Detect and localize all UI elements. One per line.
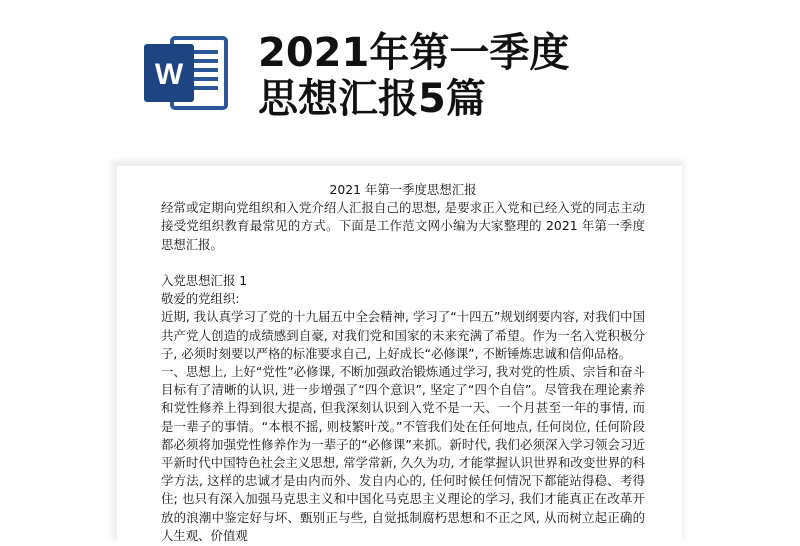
page-title [258, 30, 569, 122]
body-paragraph-1: 近期, 我认真学习了党的十九届五中全会精神, 学习了“十四五”规划纲要内容, 对我们中国共产党人创造的成绩感到自豪, 对我们党和国家的未来充满了希望。作为一名入党积极分子, 必须时刻要以严格的标准要求自己, 上好成长“必修课”, 不断锤炼忠诚和信仰品格。 [161, 309, 645, 361]
intro-paragraph: 经常或定期向党组织和入党介绍人汇报自己的思想, 是要求正入党和已经入党的同志主动接受党组织教育最常见的方式。下面是工作范文网小编为大家整理的 2021 年第一季度思想汇报。 [161, 200, 645, 252]
document-page [117, 166, 682, 546]
salutation: 敬爱的党组织: [161, 291, 240, 307]
word-document-icon [138, 30, 230, 116]
word-letter: W [154, 58, 184, 91]
report-heading: 入党思想汇报 1 [161, 273, 248, 288]
title-line-1: 2021年第一季度 [258, 30, 570, 76]
title-line-2: 思想汇报5篇 [258, 76, 486, 122]
paragraph-gap [161, 254, 645, 272]
document-title: 2021 年第一季度思想汇报 [329, 182, 477, 197]
body-paragraph-2: 一、思想上, 上好“党性”必修课, 不断加强政治锻炼通过学习, 我对党的性质、宗旨和奋斗目标有了清晰的认识, 进一步增强了“四个意识”, 坚定了“四个自信”。尽管我在理论素养和党性修养上得到很大提高, 但我深刻认识到入党不是一天、一个月甚至一年的事情, 而是一辈子的事情。“本根不摇, 则枝繁叶茂。”不管我们处在任何地点, 任何岗位, 任何阶段都必须将加强党性修养作为一辈子的“必修课”来抓。新时代, 我们必须深入学习领会习近平新时代中国特色社会主义思想, 常学常新, 久久为功, 才能掌握认识世界和改变世界的科学方法, 这样的忠诚才是由内而外、发自内心的, 任何时候任何情况下都能站得稳、考得住; 也只有深入加强马克思主义和中国化马克思主义理论的学习, 我们才能真正在改革开放的浪潮中鉴定好与坏、甄别正与些, 自觉抵制腐朽思想和不正之风, 从而树立起正确的人生观、价值观 [161, 364, 645, 543]
document-body [161, 181, 645, 545]
